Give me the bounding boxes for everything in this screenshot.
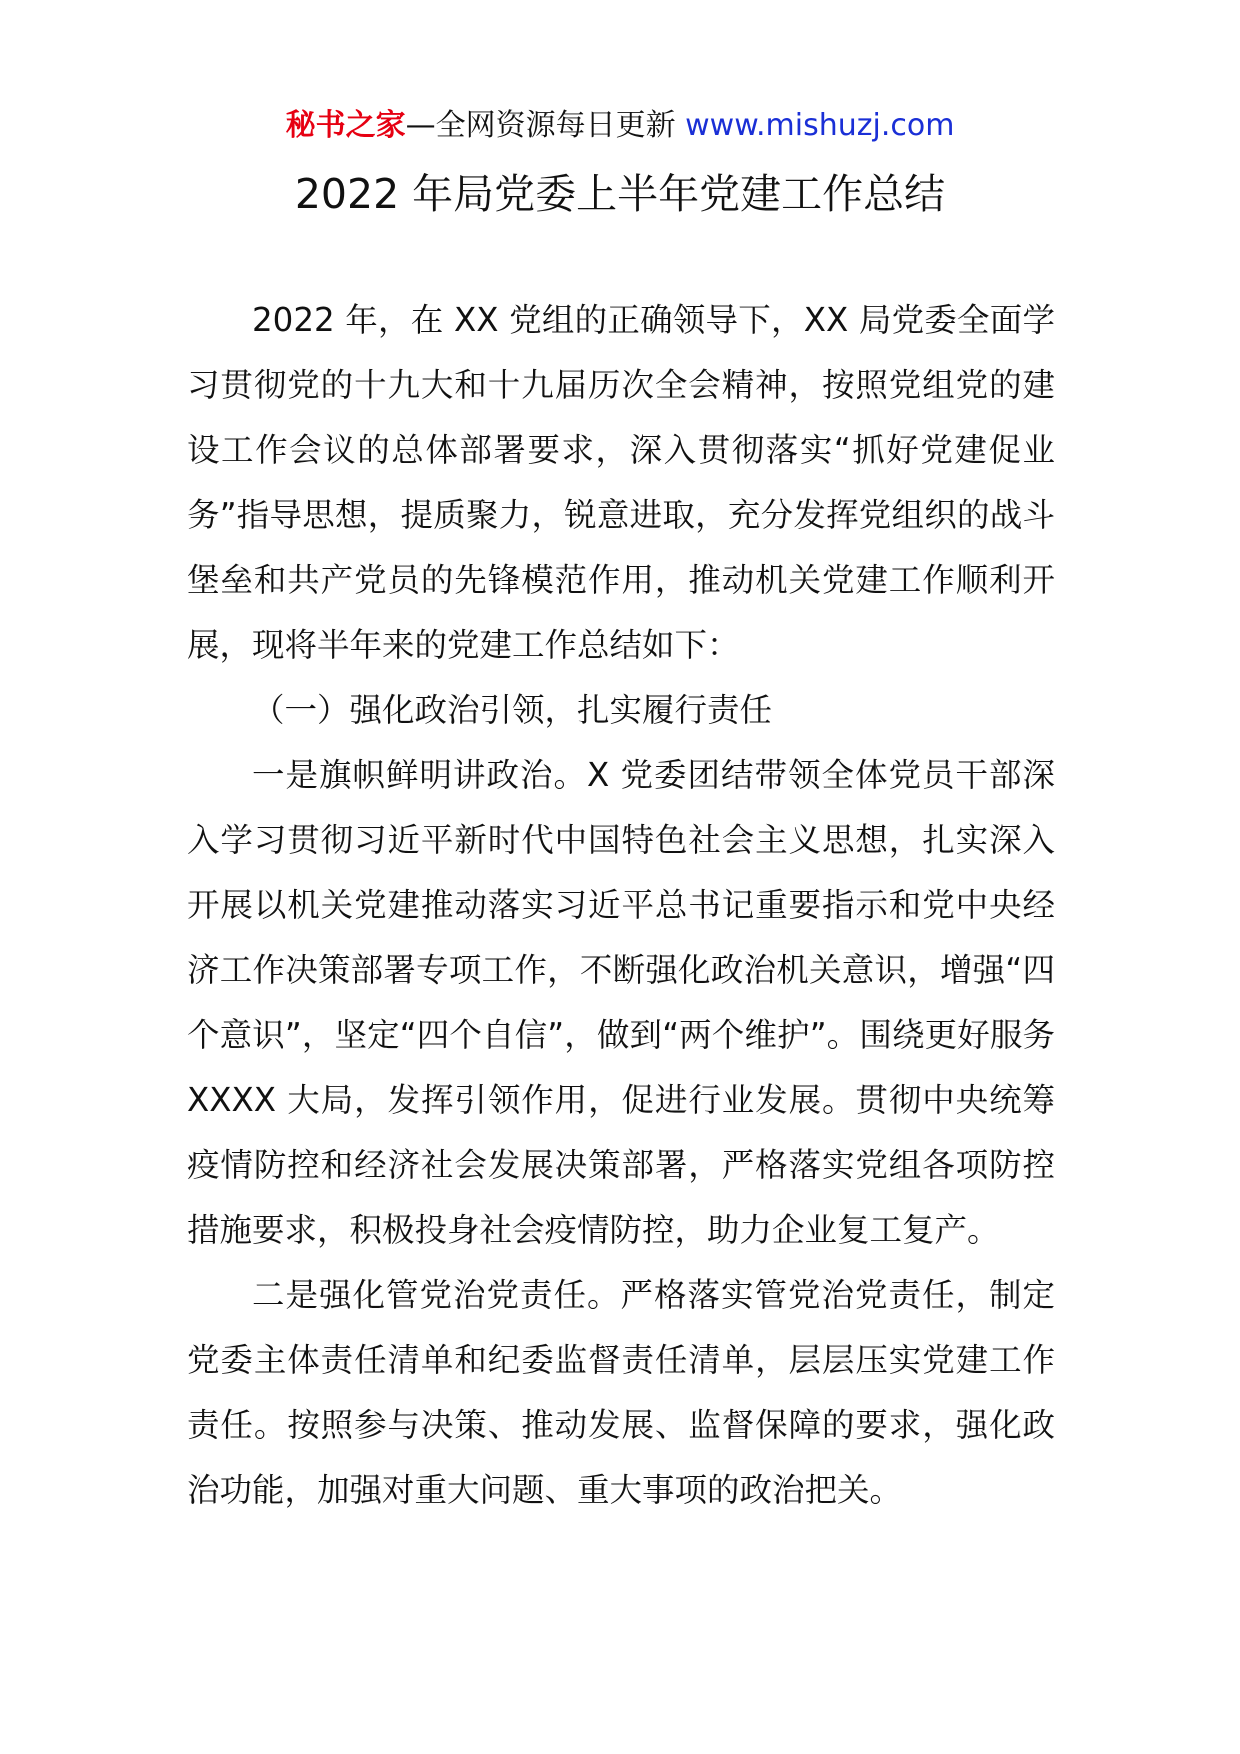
header-tagline: —全网资源每日更新 — [405, 108, 686, 143]
body-paragraph: 一是旗帜鲜明讲政治。X 党委团结带领全体党员干部深入学习贯彻习近平新时代中国特色社会主义思想，扎实深入开展以机关党建推动落实习近平总书记重要指示和党中央经济工作决策部署专项工作，不断强化政治机关意识，增强“四个意识”，坚定“四个自信”，做到“两个维护”。围绕更好服务 XXXX 大局，发挥引领作用，促进行业发展。贯彻中央统筹疫情防控和经济社会发展决策部署，严格落实党组各项防控措施要求，积极投身社会疫情防控，助力企业复工复产。 — [187, 756, 1055, 1249]
document-body — [187, 288, 1055, 1523]
site-header — [0, 104, 1240, 148]
site-url-link[interactable]: www.mishuzj.com — [685, 108, 955, 143]
brand-name: 秘书之家 — [285, 108, 406, 143]
body-paragraph: 二是强化管党治党责任。严格落实管党治党责任，制定党委主体责任清单和纪委监督责任清单，层层压实党建工作责任。按照参与决策、推动发展、监督保障的要求，强化政治功能，加强对重大问题、重大事项的政治把关。 — [187, 1276, 1055, 1509]
intro-paragraph: 2022 年，在 XX 党组的正确领导下，XX 局党委全面学习贯彻党的十九大和十九届历次全会精神，按照党组党的建设工作会议的总体部署要求，深入贯彻落实“抓好党建促业务”指导思想，提质聚力，锐意进取，充分发挥党组织的战斗堡垒和共产党员的先锋模范作用，推动机关党建工作顺利开展，现将半年来的党建工作总结如下： — [187, 301, 1055, 664]
document-title: 2022 年局党委上半年党建工作总结 — [294, 170, 946, 218]
section-heading: （一）强化政治引领，扎实履行责任 — [252, 691, 773, 729]
